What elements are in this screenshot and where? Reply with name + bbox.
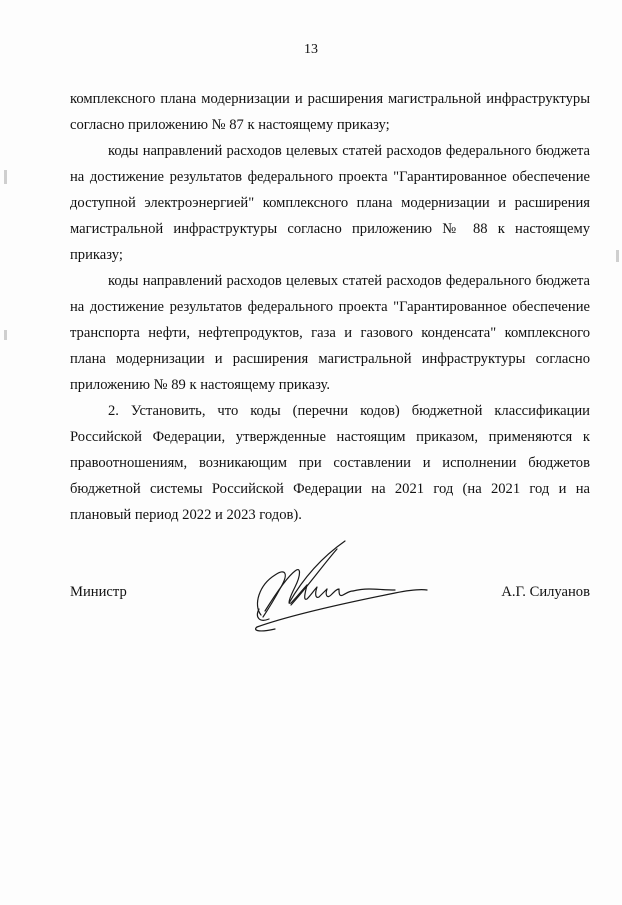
page-number: 13 xyxy=(304,42,318,57)
scan-margin-mark xyxy=(4,330,7,340)
signatory-name: А.Г. Силуанов xyxy=(501,584,590,600)
scan-margin-mark xyxy=(4,170,7,184)
paragraph: 2. Установить, что коды (перечни кодов) бюджетной классификации Российской Федерации, утвержденные настоящим приказом, применяются к правоотношениям, возникающим при составлении и исполнении бюджетов бюджетной системы Российской Федерации на 2021 год (на 2021 год и на плановый период 2022 и 2023 годов). xyxy=(70,403,590,523)
scan-margin-mark xyxy=(616,250,619,262)
document-body xyxy=(70,86,590,528)
signatory-title: Министр xyxy=(70,584,127,600)
paragraph: коды направлений расходов целевых статей расходов федерального бюджета на достижение результатов федерального проекта "Гарантированное обеспечение транспорта нефти, нефтепродуктов, газа и газового конденсата" комплексного плана модернизации и расширения магистральной инфраструктуры согласно приложению № 89 к настоящему приказу. xyxy=(70,273,590,393)
paragraph: коды направлений расходов целевых статей расходов федерального бюджета на достижение результатов федерального проекта "Гарантированное обеспечение доступной электроэнергией" комплексного плана модернизации и расширения магистральной инфраструктуры согласно приложению № 88 к настоящему приказу; xyxy=(70,143,590,263)
paragraph: комплексного плана модернизации и расширения магистральной инфраструктуры согласно приложению № 87 к настоящему приказу; xyxy=(70,91,590,133)
signature-block xyxy=(70,582,590,612)
